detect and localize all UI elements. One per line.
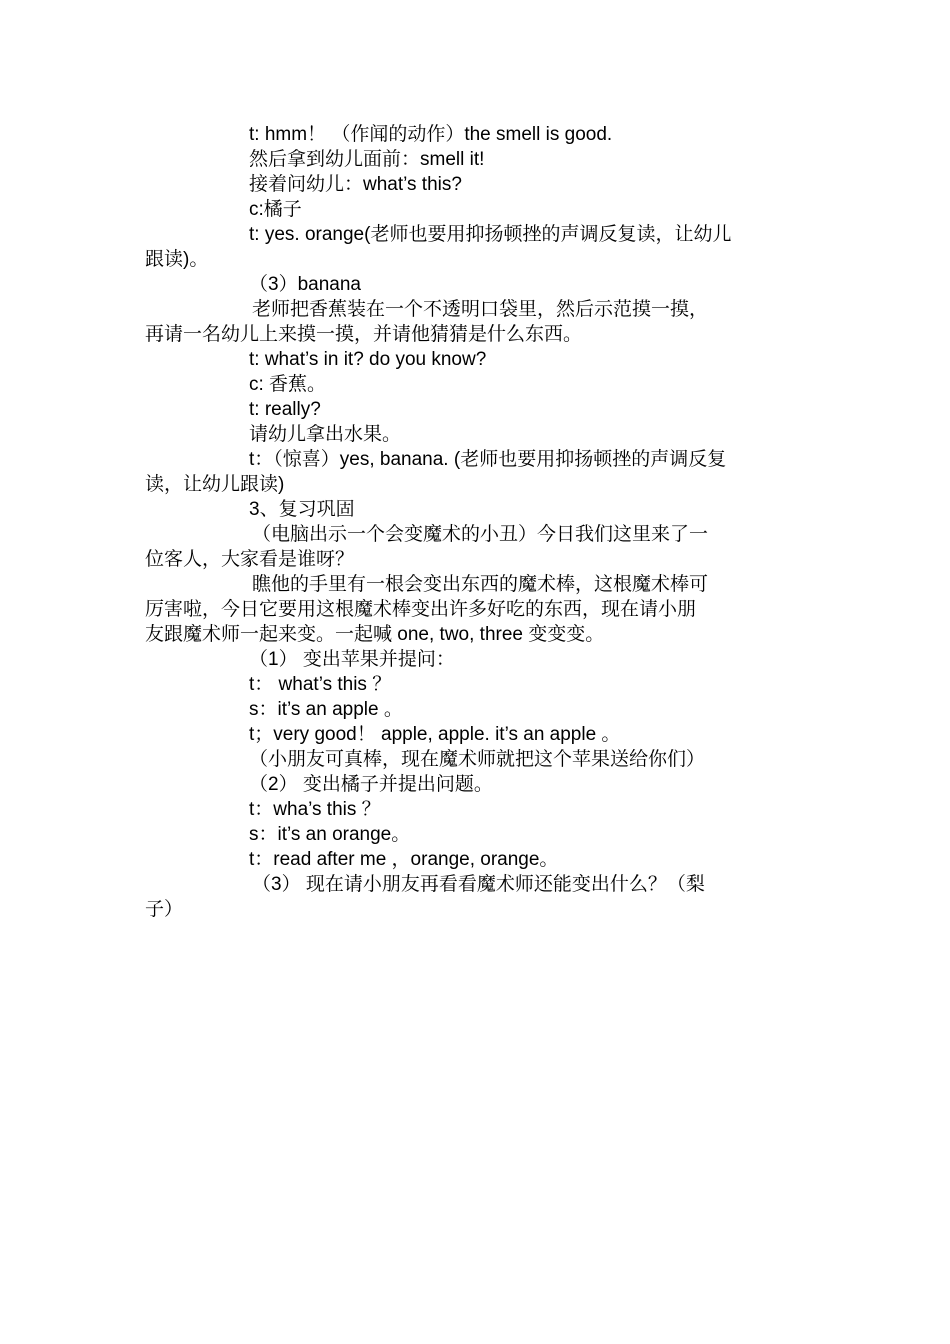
- text-line: （2） 变出橘子并提出问题。: [249, 774, 493, 795]
- section-heading: 3、复习巩固: [249, 499, 355, 520]
- text-line: t: what’s in it? do you know?: [249, 349, 487, 370]
- text-line: 然后拿到幼儿面前：smell it!: [249, 149, 485, 170]
- text-line: 再请一名幼儿上来摸一摸，并请他猜猜是什么东西。: [145, 324, 583, 345]
- text-line: 老师把香蕉装在一个不透明口袋里，然后示范摸一摸，: [252, 299, 709, 320]
- text-line: 子）: [145, 899, 184, 920]
- text-line: 瞧他的手里有一根会变出东西的魔术棒，这根魔术棒可: [252, 574, 709, 595]
- text-line: 厉害啦，今日它要用这根魔术棒变出许多好吃的东西，现在请小朋: [145, 599, 697, 620]
- text-line: 读，让幼儿跟读): [145, 474, 285, 495]
- text-line: 接着问幼儿：what’s this?: [249, 174, 462, 195]
- text-line: t：read after me ，orange, orange。: [249, 849, 559, 870]
- text-line: （电脑出示一个会变魔术的小丑）今日我们这里来了一: [252, 524, 709, 545]
- text-line: （3） 现在请小朋友再看看魔术师还能变出什么？（梨: [252, 874, 705, 895]
- text-line: t: yes. orange(老师也要用抑扬顿挫的声调反复读，让幼儿: [249, 224, 732, 245]
- text-line: 请幼儿拿出水果。: [249, 424, 402, 445]
- text-line: s：it’s an apple 。: [249, 699, 403, 720]
- text-line: 跟读)。: [145, 249, 209, 270]
- text-line: t: hmm！ （作闻的动作）the smell is good.: [249, 124, 613, 145]
- text-line: （1） 变出苹果并提问：: [249, 649, 455, 670]
- text-line: 友跟魔术师一起来变。一起喊 one, two, three 变变变。: [145, 624, 605, 645]
- text-line: （3）banana: [249, 274, 361, 295]
- text-line: t: really?: [249, 399, 321, 420]
- text-line: t： what’s this ？: [249, 674, 392, 695]
- text-line: t：（惊喜）yes, banana. (老师也要用抑扬顿挫的声调反复: [249, 449, 727, 470]
- text-line: c:橘子: [249, 199, 302, 220]
- text-line: t：wha’s this ？: [249, 799, 381, 820]
- text-line: t；very good！ apple, apple. it’s an apple 。: [249, 724, 621, 745]
- text-line: （小朋友可真棒，现在魔术师就把这个苹果送给你们）: [249, 749, 706, 770]
- text-line: c: 香蕉。: [249, 374, 327, 395]
- text-line: 位客人，大家看是谁呀？: [145, 549, 355, 570]
- text-line: s：it’s an orange。: [249, 824, 411, 845]
